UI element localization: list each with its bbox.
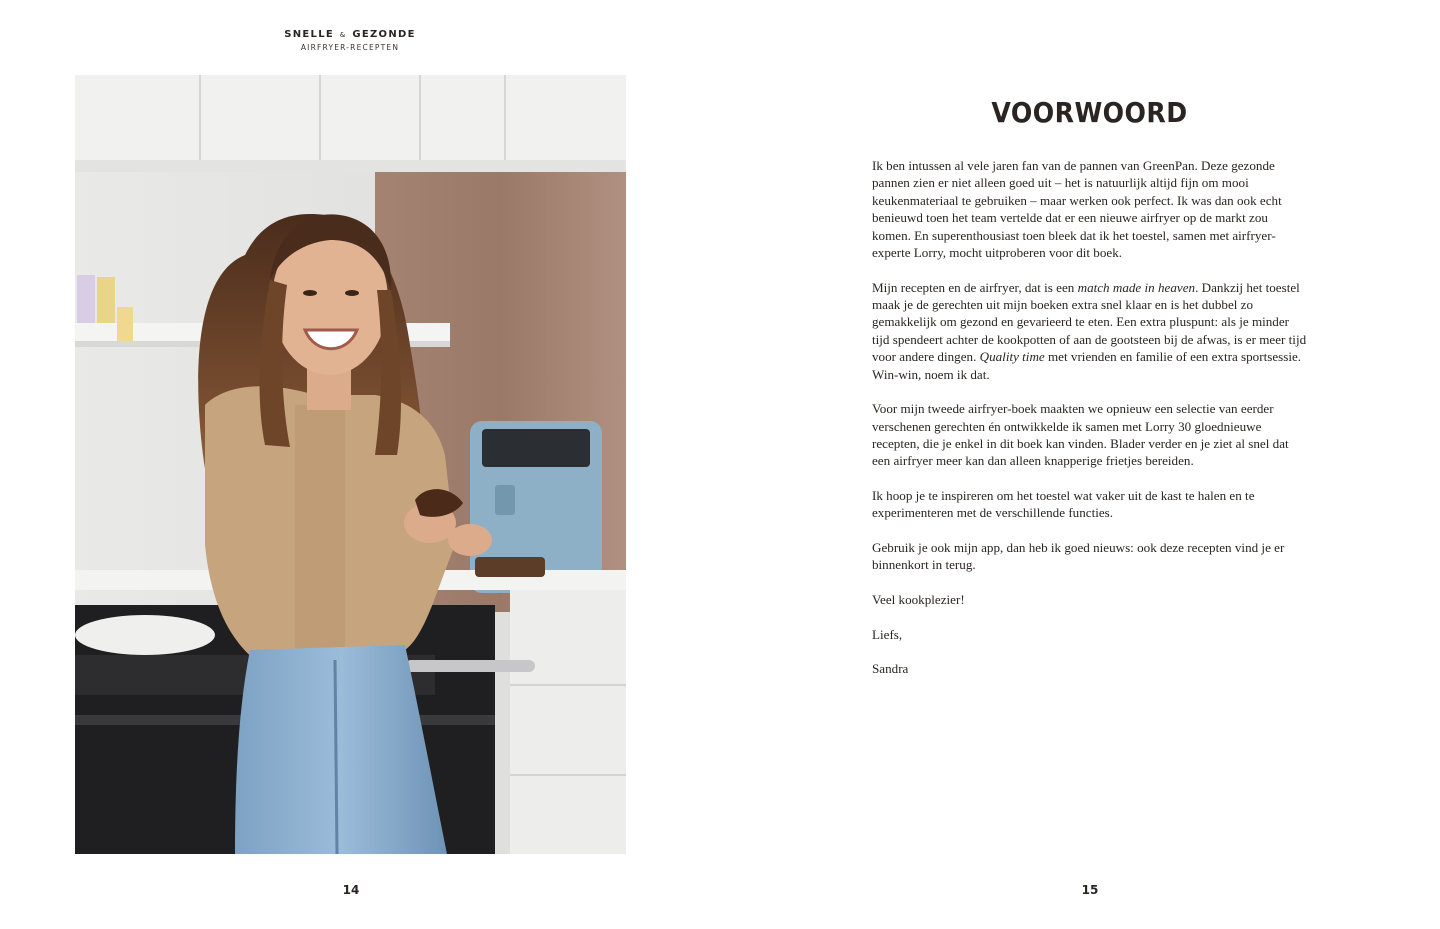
salutation: Liefs, bbox=[872, 626, 903, 642]
paragraph-1: Ik ben intussen al vele jaren fan van de pannen van GreenPan. Deze gezonde pannen zien er niet alleen goed uit – het is natuurlijk altijd fijn om mooi keukenmateriaal te gebruiken – maar werken ook perfect. Ik was dan ook echt benieuwd toen het team vertelde dat er een nieuwe airfryer op de markt zou komen. En superenthousiast toen bleek dat ik het toestel, samen met airfryer-experte Lorry, mocht uitproberen voor dit boek. bbox=[872, 158, 1282, 261]
paragraph-2-italic-1: match made in heaven bbox=[1077, 279, 1196, 295]
series-title-amp: & bbox=[339, 31, 347, 39]
series-title-word-1: SNELLE bbox=[284, 29, 334, 40]
paragraph-4: Ik hoop je te inspireren om het toestel wat vaker uit de kast te halen en te experimenteren met de verschillende functies. bbox=[872, 488, 1255, 521]
paragraph-2-part-a: Mijn recepten en de airfryer, dat is een bbox=[872, 279, 1078, 295]
paragraph-2-part-b: . Dankzij het toestel maak je de gerechten uit mijn boeken extra snel klaar en is het dubbel zo gemakkelijk om gezond en gevarieerd te eten. Een extra pluspunt: als je minder tijd spendeert achter de kookpotten of aan de gootsteen bij de afwas, is er meer tijd voor andere dingen. bbox=[872, 279, 1307, 365]
paragraph-2 bbox=[872, 279, 1308, 383]
closing-line: Veel kookplezier! bbox=[872, 592, 965, 608]
signature-name: Sandra bbox=[872, 661, 909, 677]
chapter-title: VOORWOORD bbox=[991, 96, 1188, 129]
series-title bbox=[270, 28, 430, 42]
foreword-body bbox=[872, 157, 1308, 695]
page-number-right: 15 bbox=[1081, 883, 1099, 897]
running-header bbox=[270, 28, 430, 54]
kitchen-portrait-illustration bbox=[75, 75, 626, 854]
paragraph-2-italic-2: Quality time bbox=[979, 349, 1045, 365]
series-subtitle: AIRFRYER-RECEPTEN bbox=[300, 43, 400, 52]
portrait-photo bbox=[75, 75, 626, 854]
paragraph-5: Gebruik je ook mijn app, dan heb ik goed nieuws: ook deze recepten vind je er binnenkort in terug. bbox=[872, 540, 1285, 573]
paragraph-3: Voor mijn tweede airfryer-boek maakten we opnieuw een selectie van eerder verschenen gerechten én ontwikkelde ik samen met Lorry 30 gloednieuwe recepten, die je enkel in dit boek kan vinden. Blader verder en je ziet al snel dat een airfryer meer kan dan alleen knapperige frietjes bereiden. bbox=[872, 401, 1289, 469]
page-number-left: 14 bbox=[342, 883, 360, 897]
paragraph-2-part-c: met vrienden en familie of een extra sportsessie. Win-win, noem ik dat. bbox=[872, 349, 1302, 382]
series-title-word-2: GEZONDE bbox=[352, 29, 416, 40]
